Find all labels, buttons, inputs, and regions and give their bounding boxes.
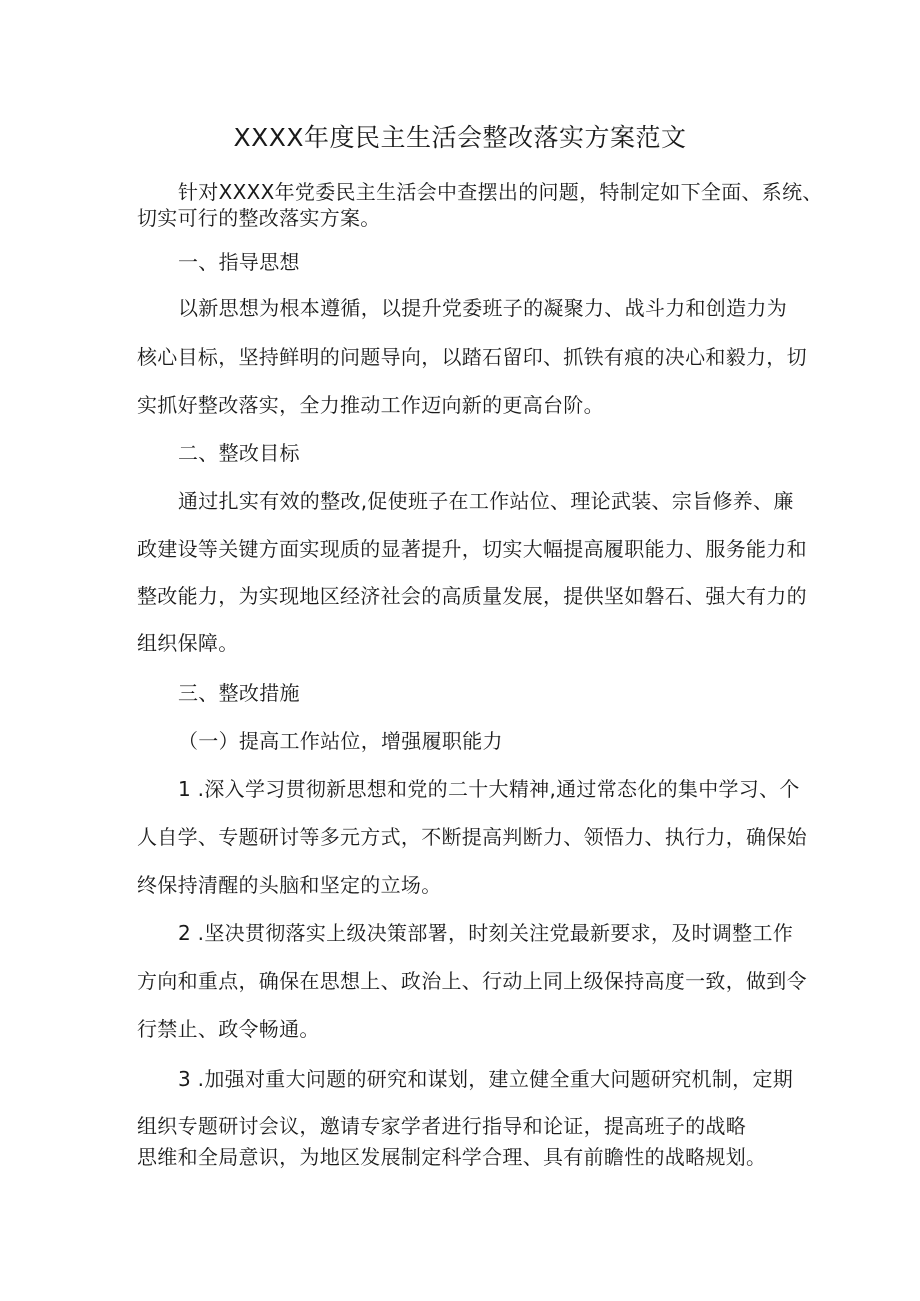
section-1-heading: 一、指导思想 — [178, 250, 300, 274]
section-3-heading: 三、整改措施 — [178, 681, 300, 705]
section-1-line-3: 实抓好整改落实，全力推动工作迈向新的更高台阶。 — [137, 393, 604, 417]
item-1-line-3: 终保持清醒的头脑和坚定的立场。 — [137, 873, 442, 897]
item-2-line-3: 行禁止、政令畅通。 — [137, 1017, 320, 1041]
item-2-line-2: 方向和重点，确保在思想上、政治上、行动上同上级保持高度一致，做到令 — [137, 969, 807, 993]
section-2-line-2: 政建设等关键方面实现质的显著提升，切实大幅提高履职能力、服务能力和 — [137, 537, 807, 561]
section-2-line-1: 通过扎实有效的整改,促使班子在工作站位、理论武装、宗旨修养、廉 — [178, 489, 794, 513]
item-3-line-2: 组织专题研讨会议，邀请专家学者进行指导和论证，提高班子的战略 — [137, 1114, 746, 1138]
section-1-line-1: 以新思想为根本遵循，以提升党委班子的凝聚力、战斗力和创造力为 — [178, 296, 787, 320]
intro-line-1: 针对XXXX年党委民主生活会中查摆出的问题，特制定如下全面、系统、 — [178, 180, 823, 204]
item-1-line-2: 人自学、专题研讨等多元方式，不断提高判断力、领悟力、执行力，确保始 — [137, 825, 807, 849]
item-1-line-1: 1 .深入学习贯彻新思想和党的二十大精神,通过常态化的集中学习、个 — [178, 777, 800, 801]
item-2-line-1: 2 .坚决贯彻落实上级决策部署，时刻关注党最新要求，及时调整工作 — [178, 921, 794, 945]
section-2-line-3: 整改能力，为实现地区经济社会的高质量发展，提供坚如磐石、强大有力的 — [137, 584, 807, 608]
item-3-line-1: 3 .加强对重大问题的研究和谋划，建立健全重大问题研究机制，定期 — [178, 1067, 794, 1091]
item-3-line-3: 思维和全局意识，为地区发展制定科学合理、具有前瞻性的战略规划。 — [137, 1145, 767, 1169]
document-title: XXXX年度民主生活会整改落实方案范文 — [233, 123, 687, 152]
section-2-heading: 二、整改目标 — [178, 441, 300, 465]
section-2-line-4: 组织保障。 — [137, 631, 239, 655]
section-1-line-2: 核心目标，坚持鲜明的问题导向，以踏石留印、抓铁有痕的决心和毅力，切 — [137, 345, 807, 369]
section-3-subheading: （一）提高工作站位，增强履职能力 — [178, 729, 503, 753]
intro-line-2: 切实可行的整改落实方案。 — [137, 206, 381, 230]
